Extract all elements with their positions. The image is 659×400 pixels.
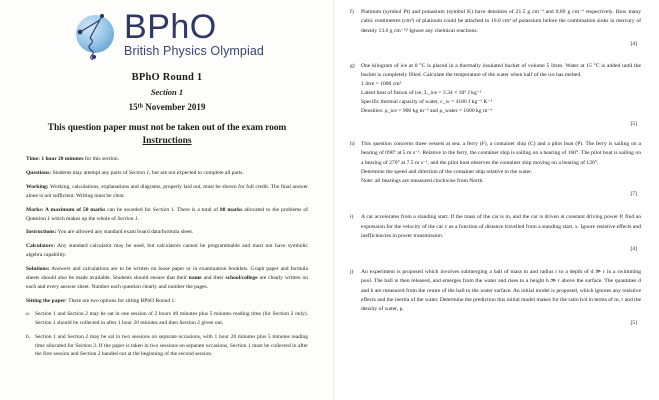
physics-sphere-icon <box>70 8 122 60</box>
sitting-option-b <box>26 333 308 360</box>
question-f <box>350 8 641 50</box>
question-h-letter: h) <box>350 141 355 148</box>
question-g-letter: g) <box>350 62 355 69</box>
questions-page <box>334 0 659 400</box>
question-i <box>350 213 641 255</box>
instructions-heading: Instructions <box>142 136 192 146</box>
instruction-time: Time: 1 hour 20 minutes for this section. <box>26 156 120 162</box>
instruction-questions: Questions: Students may attempt any parts of Section 1, but are not expected to complete all parts. <box>26 169 244 176</box>
bpho-subtitle: British Physics Olympiad <box>124 44 264 59</box>
question-j-text: An experiment is proposed which involves submerging a ball of mass m and radius r to a depth of d ≫ r in a swimming pool. The ball is then released, and emerges from the water and rises to a height h ≫ r above the surface. The quantities d and h are measured from the centre of the ball to the water surface. An initial model is proposed, which ignores any resistive effects and the inertia of the water. Determine the prediction this initial model makes for the ratio h/d in terms of m, r and the density of water, ρ. <box>361 268 641 313</box>
bpho-wordmark: BPhO <box>124 8 217 47</box>
question-g-data <box>361 80 641 115</box>
option-a-letter: a. <box>26 310 31 317</box>
paper-title: BPhO Round 1 <box>131 72 203 83</box>
option-b-text: Section 1 and Section 2 may be sat in two sessions on separate occasions, with 1 hour 20 minutes plus 5 minutes reading time allocated for Section 2. If the paper is taken in two sessions on separate occasions, Section 1 must be collected in after the first session and Section 2 handed out at the beginning of the second session. <box>35 333 308 358</box>
question-j-marks: [5] <box>630 319 637 326</box>
question-g-data-line: Specific thermal capacity of water, c_w = 4180 J kg⁻¹ K⁻¹ <box>361 99 493 105</box>
question-j-letter: j) <box>350 268 354 275</box>
option-a-text: Section 1 and Section 2 may be sat in one session of 2 hours 40 minutes plus 5 minutes reading time (for Section 2 only). Section 1 should be collected in after 1 hour 20 minutes and then Section 2 given out. <box>35 310 308 326</box>
question-f-text: Platinum (symbol Pt) and potassium (symbol K) have densities of 21.5 g cm⁻³ and 0.89 g cm⁻³ respectively. How many cubic centimetres (cm³) of platinum could be attached to 10.0 cm³ of potassium before the combination sinks in mercury of density 13.6 g cm⁻³? Ignore any chemical reactions. <box>361 9 641 34</box>
question-h-note-line: Determine the speed and direction of the container ship relative to the water. <box>361 169 533 176</box>
instruction-calculators: Calculators: Any standard calculator may be used, but calculators cannot be programmable and must not have symbolic algebra capability. <box>26 243 308 259</box>
instruction-working: Working: Working, calculations, explanations and diagrams, properly laid out, must be shown for full credit. The final answer alone is not sufficient. Writing must be clear. <box>26 183 308 199</box>
instructions-list <box>26 155 308 359</box>
sitting-the-paper: Sitting the paper: There are two options for sitting BPhO Round 1: <box>26 297 176 304</box>
question-h-note-line: Note: all bearings are measured clockwise from North. <box>361 178 484 185</box>
date-rest: November 2019 <box>143 102 206 112</box>
cover-titles <box>26 72 308 112</box>
question-h-notes <box>361 168 641 186</box>
question-h <box>350 140 641 199</box>
instruction-solutions: Solutions: Answers and calculations are to be written on loose paper or in examination booklets. Graph paper and formula sheets should also be made available. Students should ensure that their name and their school/college are clearly written on each and every answer sheet. Number each question clearly and number the pages. <box>26 266 308 290</box>
question-i-marks: [4] <box>630 246 637 253</box>
sitting-options <box>26 310 308 360</box>
date-ordinal: th <box>137 103 143 110</box>
bpho-logo <box>26 8 308 60</box>
question-g-marks: [5] <box>630 120 637 127</box>
question-g <box>350 62 641 129</box>
question-g-text: One kilogram of ice at 0 °C is placed in a thermally insulated bucket of volume 5 litres. Water at 15 °C is added until the bucket is completely filled. Calculate the temperature of the water when half of the ice has melted. <box>361 62 641 78</box>
exam-room-notice: This question paper must not be taken out of the exam room <box>47 123 287 133</box>
question-j <box>350 268 641 328</box>
question-h-text: This question concerns three vessels at sea: a ferry (F), a container ship (C) and a pilot boat (P). The ferry is sailing on a bearing of 090° at 5 m s⁻¹. Relative to the ferry, the container ship is sailing on a bearing of 160°. The pilot boat is sailing on a bearing of 270° at 7.5 m s⁻¹, and the pilot boat observes the container ship moving on a bearing of 120°. <box>361 141 641 166</box>
exam-date <box>26 102 308 112</box>
question-h-marks: [7] <box>630 190 637 197</box>
section-label: Section 1 <box>150 87 184 97</box>
instruction-marks: Marks: A maximum of 50 marks can be awarded for Section 1. There is a total of 88 marks allocated to the problems of Question 1 which makes up the whole of Section 1. <box>26 206 308 222</box>
question-i-letter: i) <box>350 214 354 221</box>
instruction-instructions: Instructions: You are allowed any standard exam board data/formula sheet. <box>26 229 194 236</box>
sitting-option-a <box>26 310 308 328</box>
question-g-data-line: Latent heat of fusion of ice, L_ice = 3.34 × 10⁵ J kg⁻¹ <box>361 90 482 97</box>
question-g-data-line: Densities: ρ_ice = 900 kg m⁻³ and ρ_water = 1000 kg m⁻³ <box>361 107 492 114</box>
date-day: 15 <box>128 102 138 112</box>
question-i-text: A car accelerates from a standing start. If the mass of the car is m, and the car is driven at constant driving power P, find an expression for the velocity of the car v as a function of distance travelled from a standing start, x. Ignore resistive effects and inefficiencies in power transmission. <box>361 214 641 240</box>
question-f-marks: [4] <box>630 41 637 48</box>
option-b-letter: b. <box>26 333 31 340</box>
question-g-data-line: 1 litre = 1000 cm³ <box>361 81 402 88</box>
question-f-letter: f) <box>350 9 354 15</box>
